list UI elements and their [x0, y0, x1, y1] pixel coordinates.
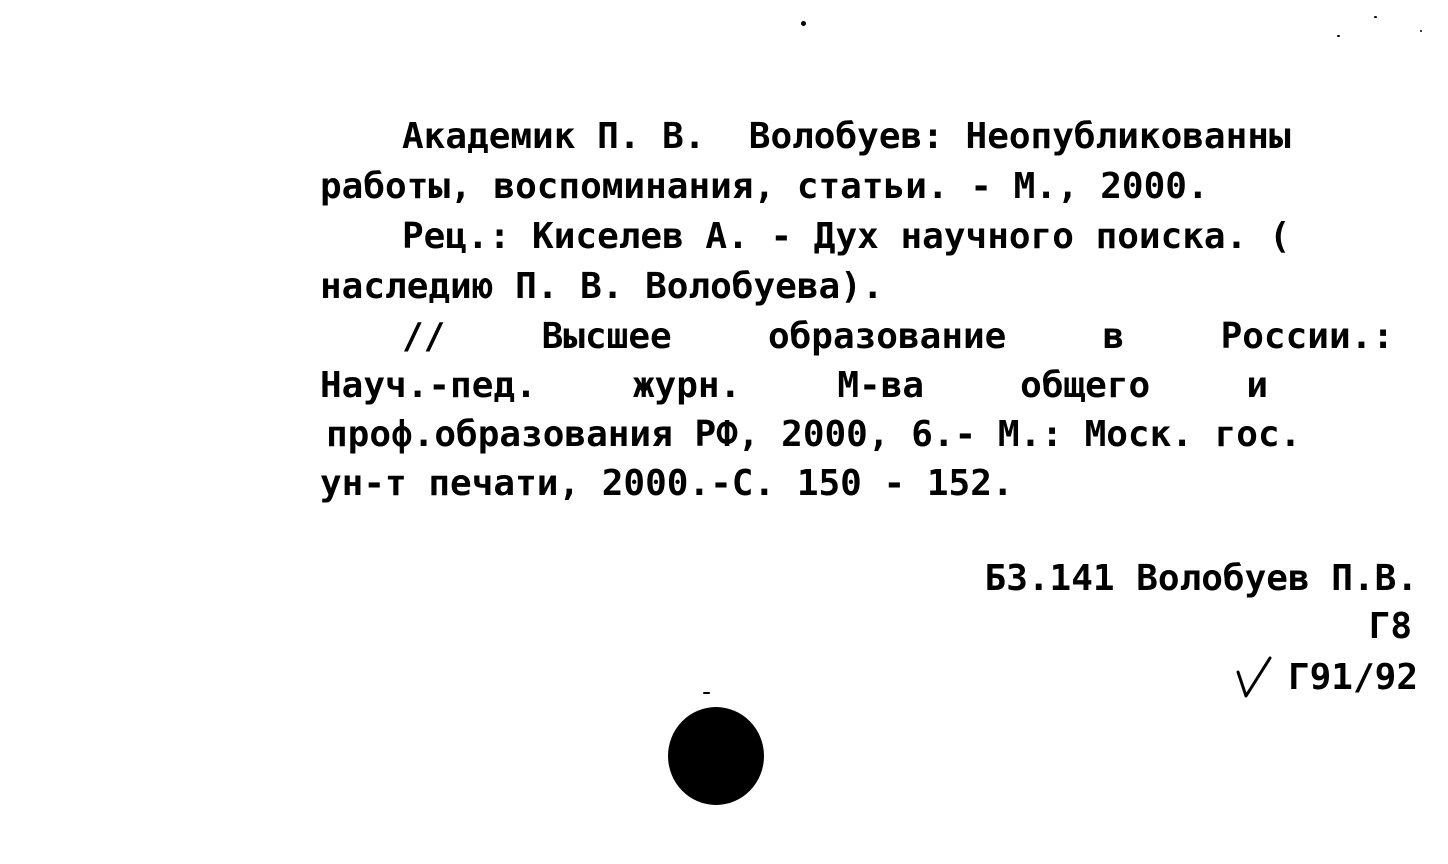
- dust-speck: [1420, 30, 1422, 32]
- entry-word: и: [1246, 365, 1268, 406]
- entry-word: Науч.-пед.: [320, 365, 537, 406]
- entry-word: Высшее: [541, 316, 672, 357]
- check-mark-icon: [1232, 656, 1280, 700]
- entry-line-1: Академик П. В. Волобуев: Неопубликованны: [402, 116, 1291, 157]
- dust-speck: [801, 21, 806, 26]
- shelfmark-line-2: Г8: [1368, 606, 1412, 647]
- entry-word: общего: [1020, 365, 1151, 406]
- shelfmark-code: Г91/92: [1287, 657, 1418, 698]
- entry-word: журн.: [632, 365, 742, 406]
- dust-speck: [1374, 16, 1377, 18]
- entry-word: //: [402, 316, 446, 357]
- entry-word: в: [1102, 316, 1125, 357]
- shelfmark-line-1: Б3.141 Волобуев П.В.: [984, 558, 1418, 599]
- entry-line-7: проф.образования РФ, 2000, 6.- М.: Моск. гос.: [326, 414, 1302, 455]
- entry-line-4: наследию П. В. Волобуева).: [320, 266, 884, 307]
- dust-speck: [703, 692, 710, 694]
- entry-word: России.:: [1220, 316, 1394, 357]
- shelfmark-line-3: [1232, 656, 1418, 700]
- entry-word: образование: [767, 316, 1007, 357]
- entry-line-3: Рец.: Киселев А. - Дух научного поиска. (: [402, 216, 1291, 257]
- entry-line-5: [402, 315, 1394, 359]
- punch-hole: [668, 707, 764, 805]
- dust-speck: [1337, 35, 1340, 37]
- entry-line-8: ун-т печати, 2000.-С. 150 - 152.: [320, 463, 1014, 504]
- entry-line-6: [320, 364, 1268, 408]
- entry-line-2: работы, воспоминания, статьи. - М., 2000.: [320, 166, 1209, 207]
- entry-word: М-ва: [837, 365, 925, 406]
